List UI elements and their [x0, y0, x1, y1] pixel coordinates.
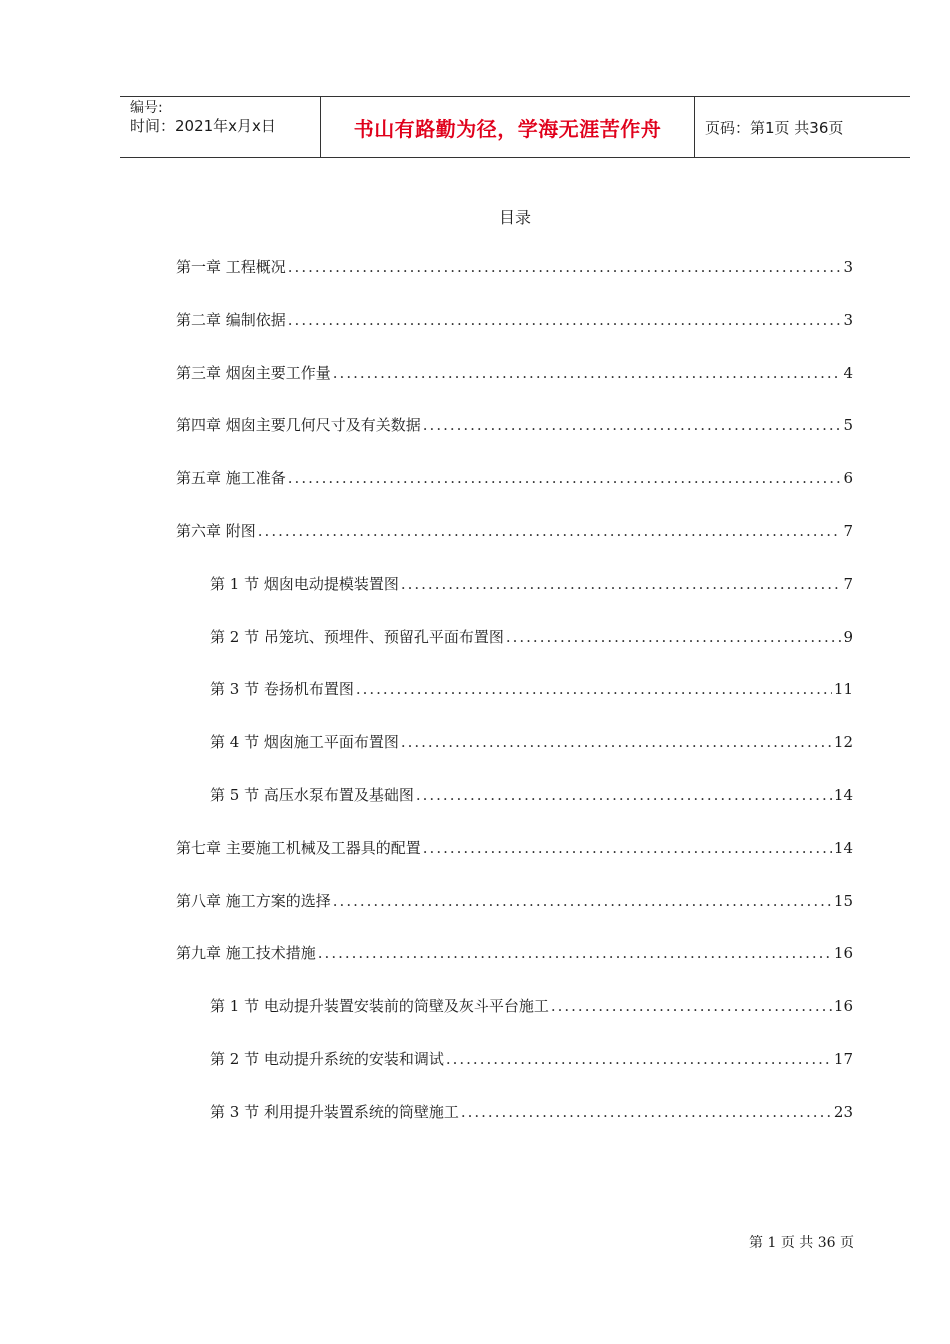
toc-entry[interactable] — [210, 1101, 853, 1123]
toc-entry-leader-dots — [416, 786, 832, 804]
toc-entry-leader-dots — [446, 1050, 832, 1068]
toc-entry-leader-dots — [258, 522, 842, 540]
toc-entry-label: 第七章 主要施工机械及工器具的配置 — [176, 838, 421, 857]
toc-entry-page-number: 14 — [833, 786, 853, 804]
header-motto: 书山有路勤为径，学海无涯苦作舟 — [353, 116, 662, 141]
toc-title: 目录 — [498, 208, 531, 227]
page-header — [120, 96, 910, 158]
toc-entry[interactable] — [210, 784, 853, 806]
toc-entry-label: 第 2 节 吊笼坑、预埋件、预留孔平面布置图 — [210, 627, 504, 646]
toc-entry-leader-dots — [506, 628, 842, 646]
toc-entry-label: 第二章 编制依据 — [176, 310, 286, 329]
document-number-label: 编号: — [130, 100, 163, 116]
toc-entry[interactable] — [210, 995, 853, 1017]
toc-entry-label: 第 4 节 烟囱施工平面布置图 — [210, 733, 399, 752]
toc-entry-label: 第九章 施工技术措施 — [176, 944, 316, 963]
toc-entry-leader-dots — [551, 997, 832, 1015]
toc-entry[interactable] — [176, 362, 853, 384]
toc-entry-leader-dots — [333, 892, 832, 910]
document-time-label: 时间：2021年x月x日 — [130, 117, 276, 135]
toc-entry[interactable] — [176, 942, 853, 964]
toc-entry-label: 第六章 附图 — [176, 522, 256, 540]
header-motto-cell — [321, 97, 695, 157]
toc-entry[interactable] — [210, 678, 853, 700]
toc-entry-leader-dots — [461, 1103, 832, 1121]
header-meta-cell — [120, 97, 321, 157]
toc-entry-page-number: 7 — [843, 574, 853, 593]
toc-entry-leader-dots — [288, 258, 842, 276]
toc-entry[interactable] — [210, 731, 853, 753]
toc-entry-page-number: 9 — [843, 627, 853, 646]
toc-entry-label: 第 3 节 利用提升装置系统的筒壁施工 — [210, 1102, 459, 1121]
toc-entry-page-number: 23 — [833, 1102, 853, 1121]
toc-entry-label: 第 2 节 电动提升系统的安装和调试 — [210, 1050, 444, 1068]
toc-entry-label: 第三章 烟囱主要工作量 — [176, 363, 331, 382]
toc-entry-page-number: 14 — [833, 838, 853, 857]
toc-entry-page-number: 3 — [843, 310, 853, 329]
toc-entry-page-number: 15 — [833, 891, 853, 910]
toc-entry-leader-dots — [401, 733, 832, 751]
toc-entry[interactable] — [210, 1048, 853, 1070]
toc-entry-leader-dots — [288, 469, 842, 487]
toc-entry[interactable] — [176, 414, 853, 436]
toc-entry-leader-dots — [288, 311, 842, 329]
toc-entry-label: 第 5 节 高压水泵布置及基础图 — [210, 786, 414, 804]
header-page-label: 页码：第1页 共36页 — [705, 118, 844, 137]
toc-entry-page-number: 16 — [833, 944, 853, 963]
toc-entry[interactable] — [210, 573, 853, 595]
toc-entry-leader-dots — [423, 416, 842, 434]
toc-entry-page-number: 11 — [833, 680, 853, 699]
toc-entry[interactable] — [176, 890, 853, 912]
toc-entry[interactable] — [176, 837, 853, 859]
toc-entry-label: 第八章 施工方案的选择 — [176, 891, 331, 910]
toc-entry-page-number: 17 — [833, 1050, 853, 1068]
toc-entry-page-number: 4 — [843, 363, 853, 382]
toc-entry-label: 第 1 节 烟囱电动提模装置图 — [210, 574, 399, 593]
page-footer: 第 1 页 共 36 页 — [749, 1235, 854, 1251]
toc-entry-page-number: 6 — [843, 469, 853, 488]
toc-entry[interactable] — [176, 467, 853, 489]
toc-entry-label: 第 3 节 卷扬机布置图 — [210, 680, 354, 699]
toc-entry-leader-dots — [423, 839, 832, 857]
toc-entry-label: 第一章 工程概况 — [176, 258, 286, 276]
toc-entry-leader-dots — [318, 944, 832, 962]
toc-entry-label: 第五章 施工准备 — [176, 469, 286, 488]
header-page-cell — [695, 97, 910, 157]
toc-entry-page-number: 7 — [843, 522, 853, 540]
toc-entry-label: 第 1 节 电动提升装置安装前的筒壁及灰斗平台施工 — [210, 997, 549, 1016]
toc-entry[interactable] — [176, 256, 853, 278]
toc-entry[interactable] — [176, 520, 853, 542]
toc-entry-leader-dots — [401, 575, 842, 593]
toc-entry-page-number: 5 — [843, 416, 853, 435]
toc-entry-label: 第四章 烟囱主要几何尺寸及有关数据 — [176, 416, 421, 435]
toc-entry-page-number: 3 — [843, 258, 853, 276]
toc-entry[interactable] — [210, 626, 853, 648]
toc-entry-page-number: 16 — [833, 997, 853, 1016]
toc-entry-page-number: 12 — [833, 733, 853, 752]
toc-entry-leader-dots — [333, 364, 842, 382]
toc-entry[interactable] — [176, 309, 853, 331]
toc-entry-leader-dots — [356, 680, 832, 698]
